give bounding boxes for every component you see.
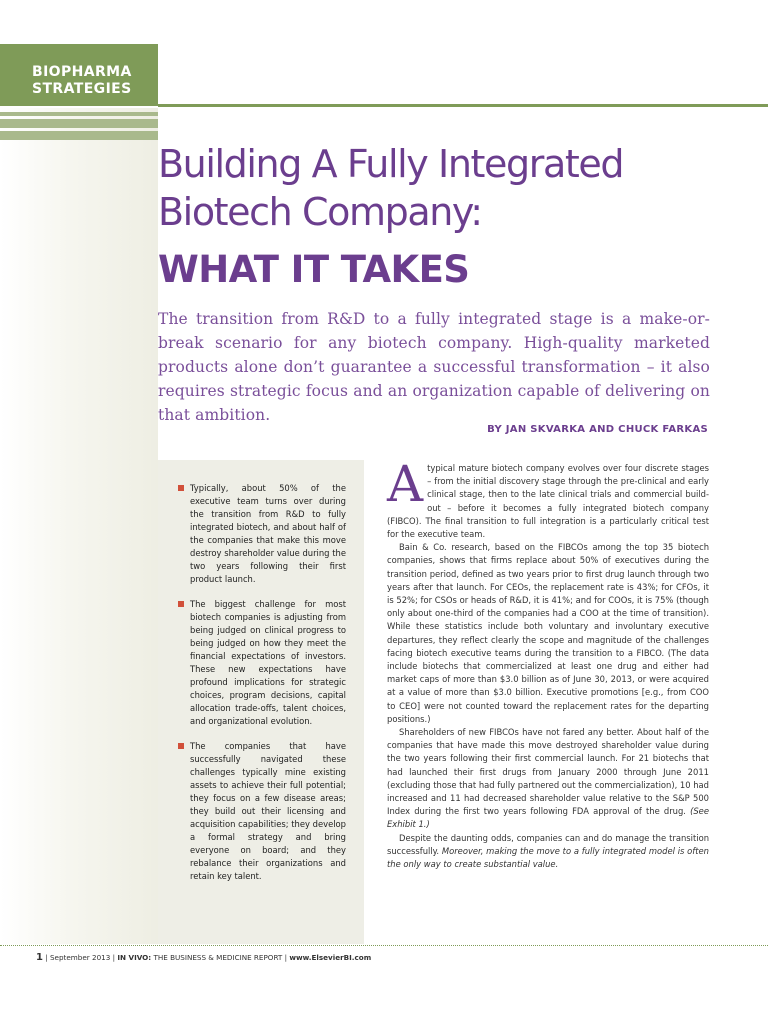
body-paragraph-text: Shareholders of new FIBCOs have not fared any better. About half of the companies that have made this move destroyed shareholder value during the two years following their first commercial launch. For 21 biotechs that had launched their first drugs from January 2000 through June 2011 (excluding those that had fully partnered out the commercialization), 10 had increased and 11 had decreased shareholder value relative to the S&P 500 Index during the first two years following FDA approval of the drug. xyxy=(387,727,709,817)
publisher-url: www.ElsevierBI.com xyxy=(289,953,372,962)
decor-stripe xyxy=(0,119,158,128)
key-points-sidebar xyxy=(158,460,364,944)
headline-line1: Building A Fully Integrated xyxy=(158,142,624,186)
page-number: 1 xyxy=(36,952,43,963)
body-paragraph: Bain & Co. research, based on the FIBCOs among the top 35 biotech companies, shows that firms replace about 50% of executives during the transition period, defined as two years prior to first drug launch through two years after that launch. For CEOs, the replacement rate is 43%; for CFOs, it is 52%; for CSOs or heads of R&D, it is 41%; and for COOs, it is 75% (though only about one-third of the companies had a COO at the time of transition). While these statistics include both voluntary and involuntary executive departures, they reflect clearly the scope and magnitude of the challenges facing biotech executive teams during the transition to a FIBCO. (The data include biotechs that commercialized at least one drug and either had market caps of more than $3.0 billion as of June 30, 2013, or were acquired at a value of more than $3.0 billion. Executive promotions [e.g., from COO to CEO] were not counted toward the replacement rates for the departing positions.) xyxy=(387,542,709,724)
footer-separator: | xyxy=(284,953,288,962)
body-paragraph-italic: Moreover, making the move to a fully integrated model is often the only way to create substantial value. xyxy=(387,845,709,870)
body-paragraph-text: typical mature biotech company evolves over four discrete stages – from the initial discovery stage through the pre-clinical and early clinical stage, then to the late clinical trials and commercial build-out – before it becomes a fully integrated biotech company (FIBCO). The final transition to full integration is a particularly critical test for the executive team. xyxy=(387,463,709,540)
body-paragraph xyxy=(387,832,709,872)
footer-separator: | xyxy=(112,953,116,962)
publication-subtitle: THE BUSINESS & MEDICINE REPORT xyxy=(153,953,283,962)
body-paragraph xyxy=(387,726,709,832)
key-point xyxy=(178,598,346,728)
byline: BY JAN SKVARKA AND CHUCK FARKAS xyxy=(487,424,708,435)
left-margin-shade xyxy=(0,108,158,944)
page-footer xyxy=(36,952,371,963)
key-point-text: The biggest challenge for most biotech companies is adjusting from being judged on clinical progress to being judged on how they meet the financial expectations of investors. These new expectations have profound implications for strategic choices, program decisions, capital allocation trade-offs, talent choices, and organizational evolution. xyxy=(190,599,346,726)
key-point-text: The companies that have successfully navigated these challenges typically mine existing assets to achieve their full potential; they focus on a few disease areas; they build out their licensing and acquisition capabilities; they develop a formal strategy and bring everyone on board; and they rebalance their organizations and retain key talent. xyxy=(190,741,346,881)
exhibit-reference: (See Exhibit 1.) xyxy=(387,806,709,830)
decor-stripe xyxy=(0,131,158,140)
key-points-list xyxy=(158,460,364,883)
publication-name: IN VIVO: xyxy=(117,953,152,962)
section-tag-line1: BIOPHARMA xyxy=(32,64,132,80)
issue-date: September 2013 xyxy=(49,953,111,962)
header-rule xyxy=(158,104,768,107)
article-dek: The transition from R&D to a fully integrated stage is a make-or-break scenario for any biotech company. High-quality marketed products alone don’t guarantee a successful transformation – it also requires strategic focus and an organization capable of delivering on that ambition. xyxy=(158,310,710,424)
body-paragraph-text: Despite the daunting odds, companies can and do manage the transition successfully. xyxy=(387,832,709,856)
footer-rule xyxy=(0,945,768,946)
headline xyxy=(158,140,758,236)
footer-separator: | xyxy=(45,953,48,962)
body-paragraph xyxy=(387,455,709,541)
section-tag-line2: STRATEGIES xyxy=(32,81,132,97)
key-point xyxy=(178,482,346,586)
headline-line2: Biotech Company: xyxy=(158,190,482,234)
key-point xyxy=(178,740,346,883)
key-point-text: Typically, about 50% of the executive team turns over during the transition from R&D to fully integrated biotech, and about half of the companies that make this move destroy shareholder value during the two years following their first product launch. xyxy=(190,483,346,584)
decor-stripe xyxy=(0,112,158,116)
section-tag xyxy=(0,44,158,106)
article-body xyxy=(387,455,709,871)
headline-emphasis: WHAT IT TAKES xyxy=(158,248,470,291)
square-bullet-icon xyxy=(178,743,184,749)
square-bullet-icon xyxy=(178,485,184,491)
square-bullet-icon xyxy=(178,601,184,607)
drop-cap: A xyxy=(387,455,424,513)
